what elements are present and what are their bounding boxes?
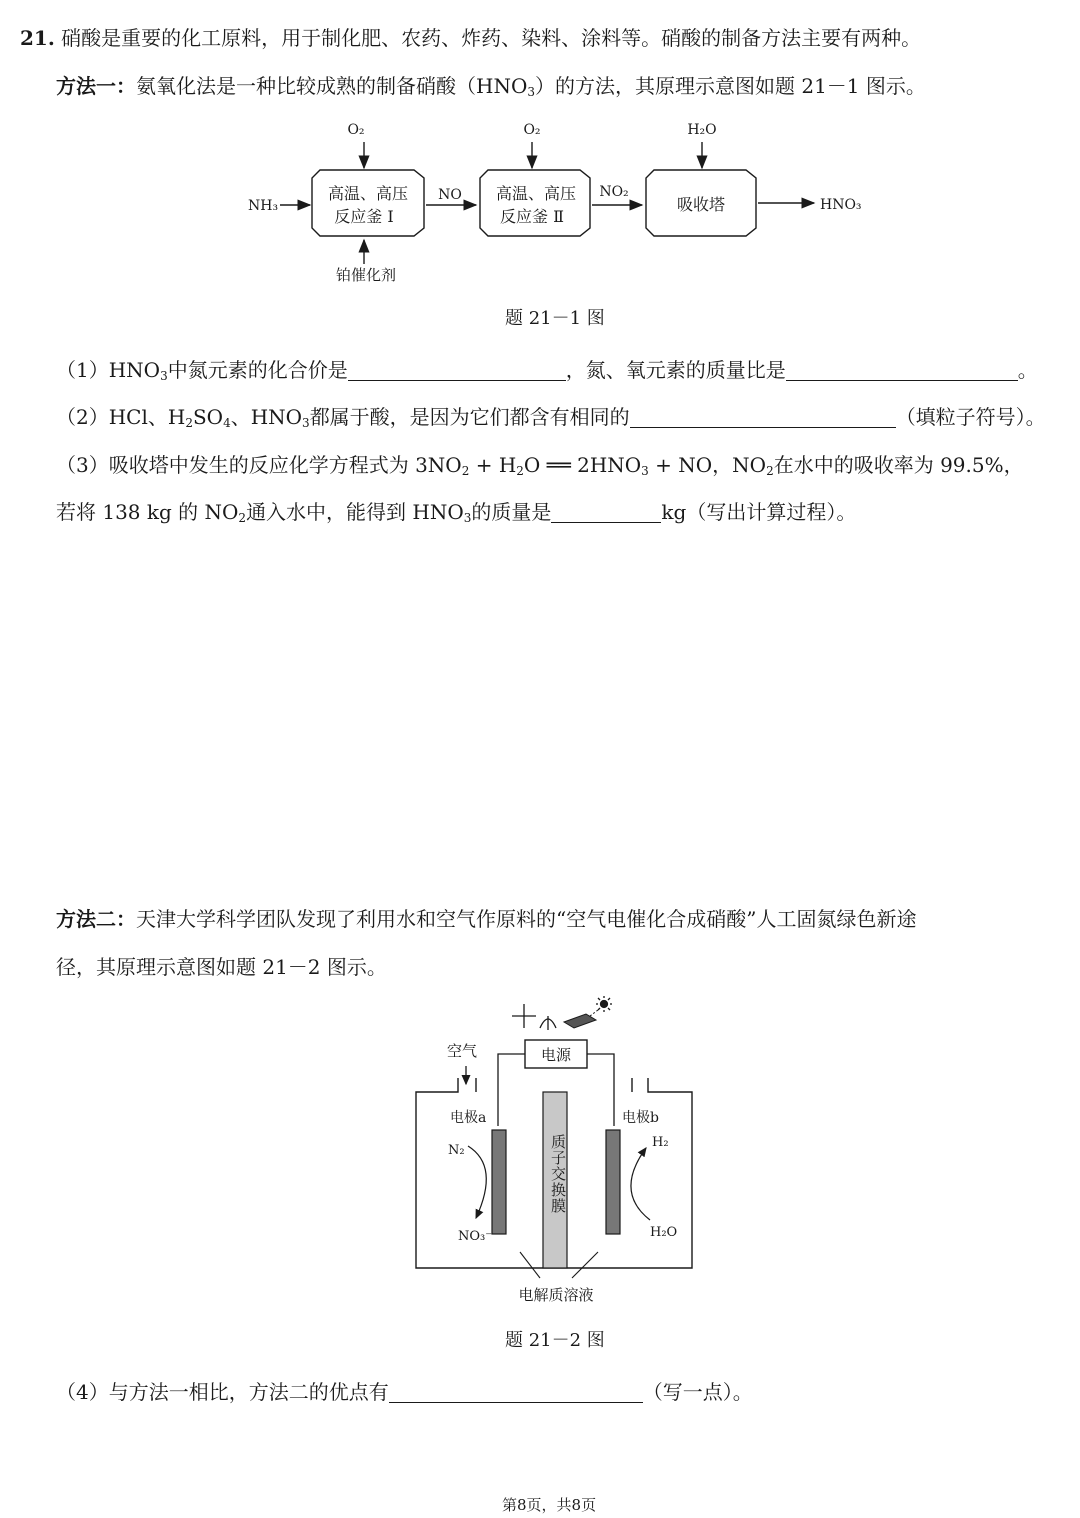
n2-label: N₂: [448, 1143, 465, 1158]
reactor2-box: [480, 170, 590, 236]
electrode-b: [606, 1130, 620, 1234]
electrode-a: [492, 1130, 506, 1234]
reactor2-line2: 反应釜 Ⅱ: [500, 207, 564, 226]
no3-label: NO₃⁻: [458, 1229, 493, 1244]
method1-label: 方法一：: [56, 74, 136, 98]
h2-label: H₂: [652, 1135, 669, 1150]
no2-label: NO₂: [599, 184, 629, 200]
figure1-flow-diagram: [240, 112, 880, 292]
electrolyte-label: 电解质溶液: [518, 1286, 594, 1304]
o2-label-2: O₂: [523, 122, 541, 138]
no-label: NO: [438, 187, 462, 203]
method2-label: 方法二：: [56, 907, 136, 931]
h2o-label: H₂O: [687, 122, 717, 138]
answer-blank-1b[interactable]: [786, 358, 1018, 381]
answer-blank-2[interactable]: [630, 405, 896, 428]
reactor1-line1: 高温、高压: [327, 184, 409, 203]
h2o-label-cell: H₂O: [650, 1225, 678, 1240]
wind-turbine-icon: [512, 1004, 556, 1030]
intro-text: 硝酸是重要的化工原料，用于制化肥、农药、炸药、染料、涂料等。硝酸的制备方法主要有两种。: [61, 26, 922, 50]
air-label: 空气: [446, 1042, 478, 1060]
question-number: 21.: [20, 26, 55, 50]
h2o-to-h2-arrow: [631, 1148, 650, 1220]
power-source-label: 电源: [540, 1046, 572, 1064]
question-1: $(1)HNO_3$中氮元素的化合价是 ，氮、氧元素的质量比是 。: [56, 358, 1038, 383]
question-2: （2）HCl、$H_2SO_4$、$HNO_3$都属于酸，是因为它们都含有相同的 （填粒子符号）。: [56, 405, 1046, 430]
method2-line1: 方法二：天津大学科学团队发现了利用水和空气作原料的“空气电催化合成硝酸”人工固氮绿色新途: [56, 907, 917, 931]
page-footer: 第8页，共8页: [502, 1496, 597, 1514]
reactor1-box: [312, 170, 424, 236]
work-area[interactable]: [56, 540, 1016, 880]
catalyst-label: 铂催化剂: [335, 266, 397, 284]
electrode-a-label: 电极a: [450, 1110, 487, 1126]
answer-blank-1a[interactable]: [348, 358, 566, 381]
n2-to-no3-arrow: [468, 1146, 486, 1218]
question-4: （4）与方法一相比，方法二的优点有 （写一点）。: [56, 1380, 753, 1404]
reactor1-line2: 反应釜 Ⅰ: [334, 207, 394, 226]
wire-right: [587, 1054, 614, 1126]
method1-paragraph: 方法一：氨氧化法是一种比较成熟的制备硝酸$(HNO_3)$的方法，其原理示意图如题 21－1 图示。: [56, 74, 926, 99]
wire-left: [498, 1054, 525, 1126]
membrane-vertical-label: 质子交换膜: [549, 1134, 567, 1214]
method2-line2: 径，其原理示意图如题 21－2 图示。: [56, 955, 387, 979]
reactor2-line1: 高温、高压: [495, 184, 577, 203]
o2-label-1: O₂: [347, 122, 365, 138]
answer-blank-3[interactable]: [551, 500, 661, 523]
question-intro: [20, 24, 921, 52]
question-3-line2: 若将 138 kg 的 $NO_2$通入水中，能得到 $HNO_3$的质量是 kg（写出计算过程）。: [56, 500, 857, 525]
hno3-label: HNO₃: [820, 197, 862, 213]
nh3-label: NH₃: [248, 198, 279, 214]
answer-blank-4[interactable]: [389, 1380, 643, 1403]
figure1-caption: 题 21－1 图: [505, 308, 605, 329]
solar-panel-icon: [564, 1010, 598, 1028]
electrode-b-label: 电极b: [622, 1110, 659, 1126]
figure2-caption: 题 21－2 图: [505, 1330, 605, 1351]
absorber-label: 吸收塔: [676, 195, 726, 214]
sun-icon: [596, 996, 612, 1012]
question-3-line1: （3）吸收塔中发生的反应化学方程式为 $3NO_2 + H_2O$ ══ $2HNO_3$ + NO，$NO_2$在水中的吸收率为 99.5%，: [56, 453, 1024, 478]
